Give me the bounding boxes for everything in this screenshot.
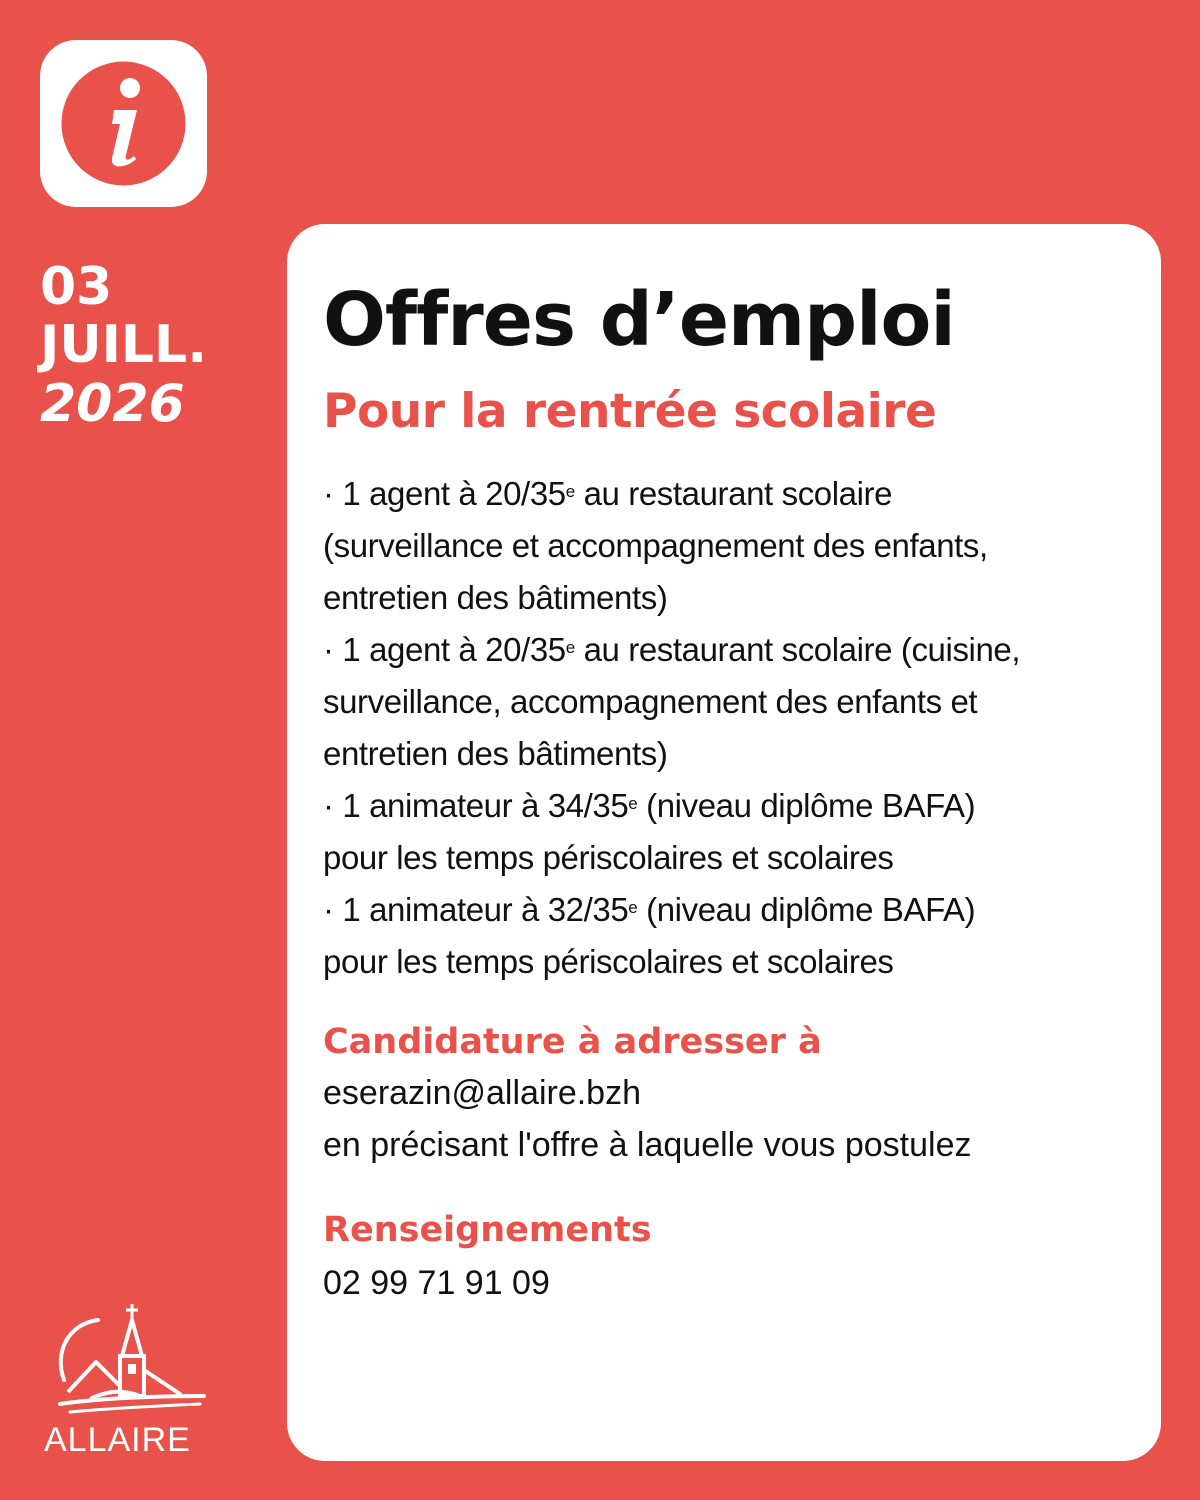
offer-text: entretien des bâtiments)	[323, 735, 668, 772]
info-icon	[40, 40, 207, 207]
offer-list	[323, 468, 1123, 988]
page-subtitle: Pour la rentrée scolaire	[323, 384, 937, 439]
offer-text: (niveau diplôme BAFA)	[637, 787, 976, 824]
info-badge	[40, 40, 207, 207]
offer-line	[323, 780, 1123, 832]
offer-line	[323, 468, 1123, 520]
offer-text: · 1 agent à 20/35	[323, 631, 566, 668]
contact-phone[interactable]: 02 99 71 91 09	[323, 1264, 550, 1302]
offer-superscript: e	[628, 898, 638, 917]
offer-text: (niveau diplôme BAFA)	[637, 891, 976, 928]
offer-text: pour les temps périscolaires et scolaires	[323, 943, 894, 980]
offer-line	[323, 676, 1123, 728]
offer-line	[323, 728, 1123, 780]
offer-text: · 1 animateur à 32/35	[323, 891, 629, 928]
offer-line	[323, 572, 1123, 624]
offer-line	[323, 520, 1123, 572]
info-heading: Renseignements	[323, 1210, 652, 1250]
offer-line	[323, 936, 1123, 988]
offer-superscript: e	[628, 794, 638, 813]
offer-text: · 1 animateur à 34/35	[323, 787, 629, 824]
page-title: Offres d’emploi	[323, 277, 955, 363]
date-day: 03	[40, 257, 113, 317]
offer-text: (surveillance et accompagnement des enfants,	[323, 527, 988, 564]
offer-superscript: e	[565, 482, 575, 501]
contact-email[interactable]: eserazin@allaire.bzh	[323, 1074, 642, 1112]
offer-line	[323, 832, 1123, 884]
offer-text: entretien des bâtiments)	[323, 579, 668, 616]
logo-wordmark: ALLAIRE	[44, 1421, 191, 1459]
publication-date	[40, 258, 207, 434]
date-month: JUILL.	[40, 315, 207, 375]
date-year: 2026	[40, 374, 185, 434]
offer-text: au restaurant scolaire	[574, 475, 893, 512]
apply-heading: Candidature à adresser à	[323, 1022, 822, 1062]
offer-text: · 1 agent à 20/35	[323, 475, 566, 512]
offer-line	[323, 884, 1123, 936]
offer-text: au restaurant scolaire (cuisine,	[574, 631, 1021, 668]
offer-text: surveillance, accompagnement des enfants et	[323, 683, 978, 720]
offer-superscript: e	[565, 638, 575, 657]
offer-line	[323, 624, 1123, 676]
apply-note: en précisant l'offre à laquelle vous postulez	[323, 1126, 972, 1164]
offer-text: pour les temps périscolaires et scolaires	[323, 839, 894, 876]
job-offers-card	[287, 224, 1161, 1461]
